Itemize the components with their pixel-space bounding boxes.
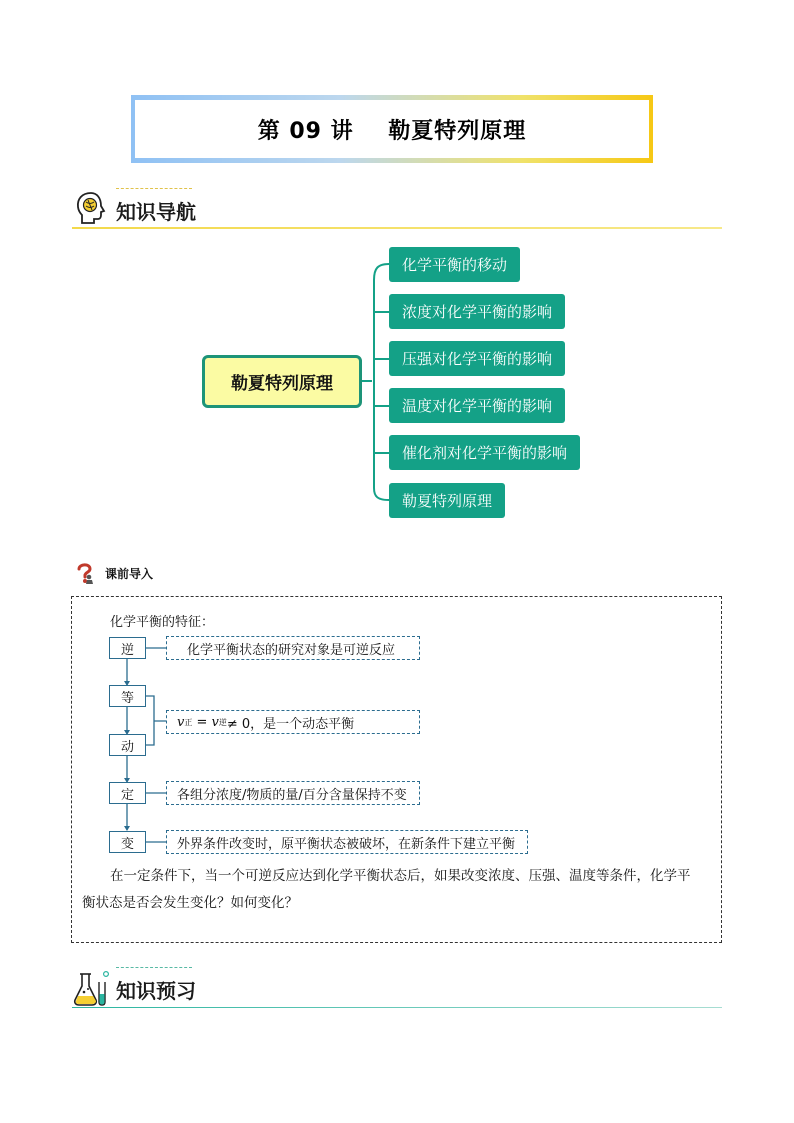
mindmap-center-node: 勒夏特列原理 [202, 355, 362, 408]
flask-icon [72, 968, 110, 1006]
desc-bian: 外界条件改变时，原平衡状态被破坏，在新条件下建立平衡 [166, 830, 528, 854]
intro-heading-label: 课前导入 [105, 566, 154, 581]
eq-v1: v [177, 714, 185, 730]
intro-heading [75, 561, 153, 585]
desc-ni: 化学平衡状态的研究对象是可逆反应 [166, 636, 420, 660]
eq-v2: v [211, 714, 219, 730]
intro-paragraph [82, 863, 714, 917]
eq-sub-reverse: 逆 [218, 717, 227, 727]
section-title: 知识预习 [116, 979, 196, 1003]
intro-paragraph-line1: 在一定条件下，当一个可逆反应达到化学平衡状态后，如果改变浓度、压强、温度等条件，化学平 [110, 868, 691, 884]
intro-box [71, 596, 722, 943]
section-title: 知识导航 [116, 200, 196, 224]
mindmap-branch: 压强对化学平衡的影响 [389, 341, 565, 376]
intro-lead: 化学平衡的特征： [110, 615, 215, 630]
page-title: 第 09 讲 勒夏特列原理 [257, 118, 527, 144]
feature-ding: 定 [109, 782, 146, 804]
mindmap-branch: 化学平衡的移动 [389, 247, 520, 282]
section-underline [72, 1007, 722, 1008]
mindmap-branch: 温度对化学平衡的影响 [389, 388, 565, 423]
question-person-icon [75, 562, 95, 584]
feature-deng: 等 [109, 685, 146, 707]
eq-mid: = [192, 714, 212, 730]
eq-sub-forward: 正 [184, 717, 193, 727]
section-dash [116, 967, 192, 969]
feature-dong: 动 [109, 734, 146, 756]
mindmap-branch: 勒夏特列原理 [389, 483, 505, 518]
mindmap-branch: 催化剂对化学平衡的影响 [389, 435, 580, 470]
feature-ni: 逆 [109, 637, 146, 659]
eq-tail: ≠ 0，是一个动态平衡 [226, 716, 355, 732]
desc-equilibrium [166, 710, 420, 734]
mindmap-branch: 浓度对化学平衡的影响 [389, 294, 565, 329]
section-knowledge-preview [72, 966, 722, 1008]
desc-ding: 各组分浓度/物质的量/百分含量保持不变 [166, 781, 420, 805]
intro-paragraph-line2: 衡状态是否会发生变化？如何变化？ [82, 895, 298, 911]
feature-bian: 变 [109, 831, 146, 853]
